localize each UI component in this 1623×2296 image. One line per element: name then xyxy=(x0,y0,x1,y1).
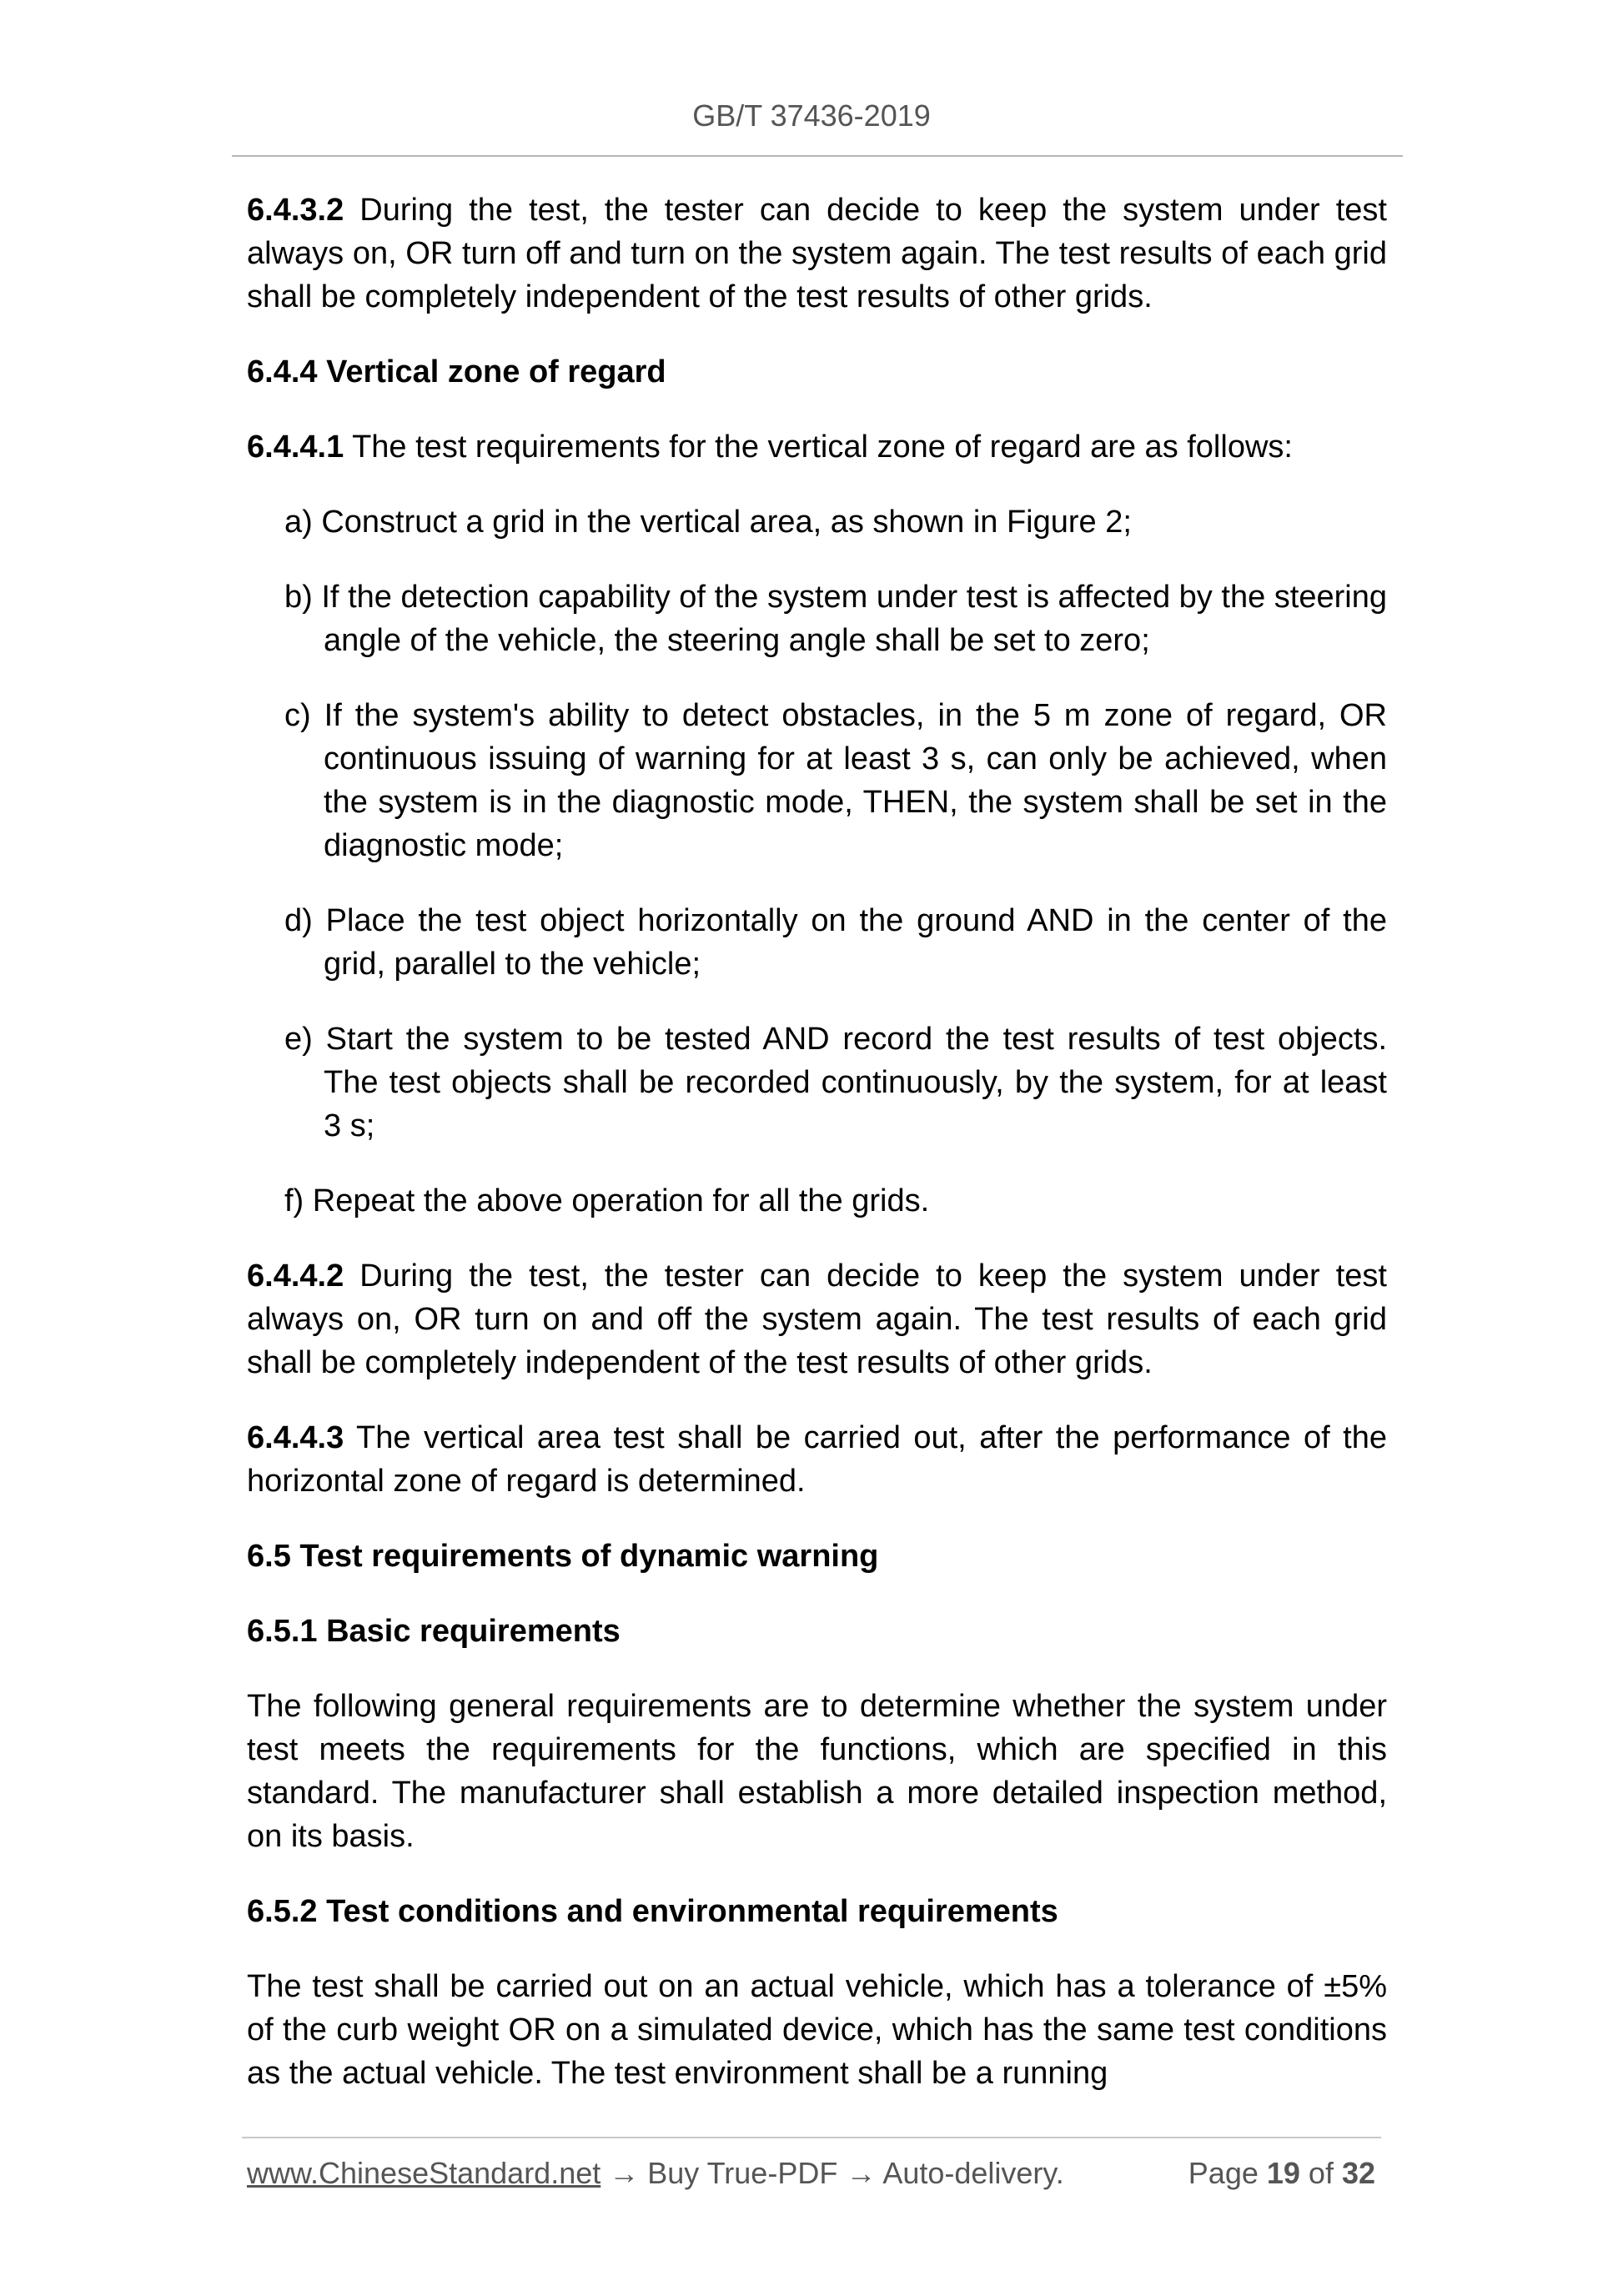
clause-6-4-4-3 xyxy=(247,1416,1387,1503)
list-item-b: b) If the detection capability of the system under test is affected by the steering angle of the vehicle, the steering angle shall be set to zero; xyxy=(284,580,1387,658)
clause-number: 6.4.4.2 xyxy=(247,1259,344,1294)
footer-promo xyxy=(247,2156,1064,2191)
footer-divider xyxy=(242,2137,1381,2138)
clause-text: During the test, the tester can decide to keep the system under test always on, OR turn off and turn on the system again. The test results of each grid shall be completely independent of the test results of other grids. xyxy=(247,193,1387,314)
list-item-e: e) Start the system to be tested AND record the test results of test objects. The test objects shall be recorded continuously, by the system, for at least 3 s; xyxy=(284,1022,1387,1143)
clause-6-4-3-2 xyxy=(247,188,1387,319)
page-indicator xyxy=(1188,2156,1375,2191)
page-footer xyxy=(247,2156,1375,2191)
list-item-f: f) Repeat the above operation for all the grids. xyxy=(284,1183,930,1218)
clause-text: The test requirements for the vertical zone of regard are as follows: xyxy=(344,430,1293,465)
clause-text: During the test, the tester can decide to keep the system under test always on, OR turn on and off the system again. The test results of each grid shall be completely independent of the test results of other grids. xyxy=(247,1259,1387,1380)
paragraph-6-5-1-body: The following general requirements are to determine whether the system under test meets the requirements for the functions, which are specified in this standard. The manufacturer shall establish a more detailed inspection method, on its basis. xyxy=(247,1689,1387,1854)
list-item-a: a) Construct a grid in the vertical area, as shown in Figure 2; xyxy=(284,505,1132,540)
clause-text: The vertical area test shall be carried out, after the performance of the horizontal zone of regard is determined. xyxy=(247,1420,1387,1499)
footer-tagline: → Buy True-PDF → Auto-delivery. xyxy=(600,2156,1064,2190)
clause-number: 6.4.4.1 xyxy=(247,430,344,465)
list-item-c: c) If the system's ability to detect obstacles, in the 5 m zone of regard, OR continuous issuing of warning for at least 3 s, can only be achieved, when the system is in the diagnostic mode, THEN, the system shall be set in the diagnostic mode; xyxy=(284,698,1387,863)
of-word: of xyxy=(1299,2156,1342,2190)
heading-6-5: 6.5 Test requirements of dynamic warning xyxy=(247,1539,879,1574)
heading-6-5-1: 6.5.1 Basic requirements xyxy=(247,1614,621,1649)
list-item-d: d) Place the test object horizontally on the ground AND in the center of the grid, parallel to the vehicle; xyxy=(284,903,1387,982)
heading-6-5-2: 6.5.2 Test conditions and environmental requirements xyxy=(247,1894,1058,1929)
current-page-number: 19 xyxy=(1266,2156,1300,2190)
header-divider xyxy=(232,155,1403,157)
page-word: Page xyxy=(1188,2156,1267,2190)
clause-number: 6.4.3.2 xyxy=(247,193,344,228)
clause-6-4-4-2 xyxy=(247,1254,1387,1384)
clause-6-4-4-1 xyxy=(247,425,1387,469)
document-body xyxy=(247,188,1387,2127)
heading-6-4-4: 6.4.4 Vertical zone of regard xyxy=(247,354,666,389)
clause-number: 6.4.4.3 xyxy=(247,1420,344,1455)
website-link[interactable]: www.ChineseStandard.net xyxy=(247,2156,601,2190)
total-page-number: 32 xyxy=(1341,2156,1375,2190)
document-code-header: GB/T 37436-2019 xyxy=(692,98,931,133)
paragraph-6-5-2-body: The test shall be carried out on an actual vehicle, which has a tolerance of ±5% of the curb weight OR on a simulated device, which has the same test conditions as the actual vehicle. The test environment shall be a running xyxy=(247,1969,1387,2091)
